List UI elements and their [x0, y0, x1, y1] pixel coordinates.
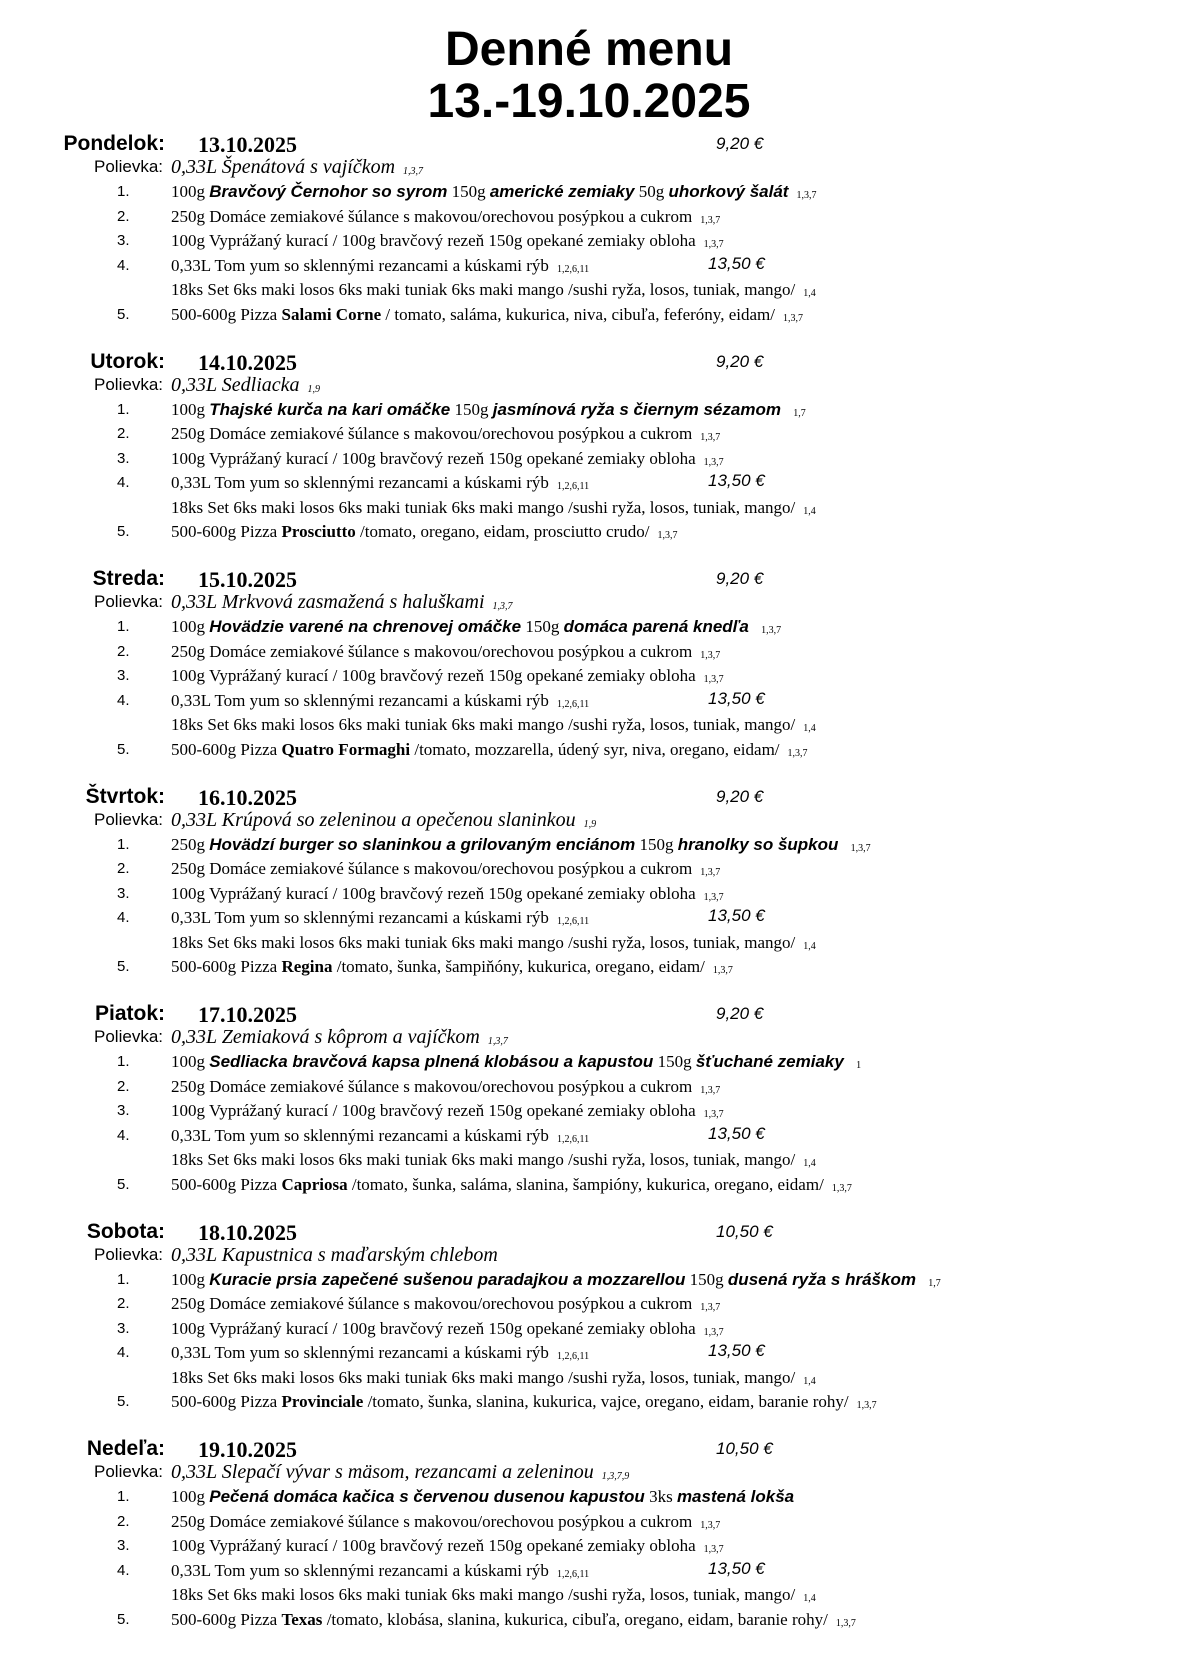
item-number: 4. [117, 1126, 130, 1144]
item-text: 500-600g Pizza Capriosa /tomato, šunka, saláma, slanina, šampióny, kukurica, oregano, eidam/ 1,3,7 [171, 1174, 852, 1194]
allergens: 1,3,7 [761, 625, 782, 636]
item-text: 100g Hovädzie varené na chrenovej omáčke 150g domáca parená knedľa 1,3,7 [171, 617, 782, 636]
allergens: 1,3,7 [831, 1182, 852, 1194]
soup-row [0, 156, 1178, 180]
item-text: 250g Hovädzí burger so slaninkou a grilovaným enciánom 150g hranolky so šupkou 1,3,7 [171, 834, 871, 854]
day-date: 15.10.2025 [198, 567, 297, 592]
item-number: 2. [117, 642, 130, 660]
soup-row [0, 1244, 1178, 1268]
menu-item-main [0, 1050, 1178, 1075]
allergens: 1,3,7 [703, 1326, 724, 1338]
menu-item-4 [0, 471, 1178, 496]
pizza-name: Texas [281, 1609, 323, 1629]
soup-text: 0,33L Sedliacka 1,9 [171, 373, 321, 396]
soup-label: Polievka: [94, 374, 163, 394]
item-number: 1. [117, 835, 130, 853]
item-text: 250g Domáce zemiakové šúlance s makovou/orechovou posýpkou a cukrom 1,3,7 [171, 1511, 721, 1531]
item-price: 13,50 € [708, 471, 765, 490]
menu-item-2 [0, 640, 1178, 665]
day-heading [0, 130, 1178, 156]
item-text: 100g Vyprážaný kurací / 100g bravčový rezeň 150g opekané zemiaky obloha 1,3,7 [171, 1318, 724, 1338]
main-dish: Pečená domáca kačica s červenou dusenou kapustou [209, 1487, 645, 1506]
item-price: 13,50 € [708, 1558, 765, 1578]
item-price: 13,50 € [708, 688, 765, 708]
menu-item-pizza [0, 303, 1178, 328]
item-text: 250g Domáce zemiakové šúlance s makovou/orechovou posýpkou a cukrom 1,3,7 [171, 641, 721, 661]
week-range: 13.-19.10.2025 [427, 75, 751, 128]
menu-item-4-sushi [0, 1148, 1178, 1173]
day-section [0, 348, 1178, 566]
day-date: 18.10.2025 [198, 1219, 297, 1245]
item-text: 18ks Set 6ks maki losos 6ks maki tuniak 6ks maki mango /sushi ryža, losos, tuniak, mango/ 1,4 [171, 715, 816, 734]
allergens: 1,4 [803, 288, 816, 299]
allergens: 1,3,7 [856, 1400, 877, 1411]
item-price: 13,50 € [708, 1123, 765, 1143]
item-number: 1. [117, 183, 130, 200]
menu-price: 10,50 € [716, 1439, 773, 1458]
item-text: 18ks Set 6ks maki losos 6ks maki tuniak 6ks maki mango /sushi ryža, losos, tuniak, mango/ 1,4 [171, 1367, 816, 1387]
menu-item-main [0, 180, 1178, 205]
side-dish: šťuchané zemiaky [695, 1052, 844, 1071]
item-text: 250g Domáce zemiakové šúlance s makovou/orechovou posýpkou a cukrom 1,3,7 [171, 206, 721, 226]
menu-item-pizza [0, 1173, 1178, 1198]
allergens: 1,2,6,11 [556, 916, 590, 927]
item-text: 100g Pečená domáca kačica s červenou dusenou kapustou 3ks mastená lokša [171, 1487, 795, 1506]
item-text: 500-600g Pizza Texas /tomato, klobása, slanina, kukurica, cibuľa, oregano, eidam, baranie rohy/ 1,3,7 [171, 1609, 856, 1629]
side-dish: mastená lokša [676, 1487, 795, 1506]
item-number: 3. [117, 1537, 130, 1554]
day-heading [0, 1000, 1178, 1026]
day-name: Utorok: [90, 349, 165, 373]
soup-label: Polievka: [94, 1244, 163, 1264]
allergens: 1,3,7 [703, 239, 724, 250]
allergens: 1 [856, 1060, 862, 1071]
item-number: 2. [117, 1077, 130, 1095]
day-heading [0, 565, 1178, 591]
item-text: 0,33L Tom yum so sklennými rezancami a kúskami rýb 1,2,6,11 [171, 690, 590, 710]
menu-item-2 [0, 1510, 1178, 1535]
allergens: 1,3,7 [700, 1084, 721, 1096]
pizza-name: Capriosa [281, 1174, 348, 1194]
allergens: 1,2,6,11 [556, 1351, 590, 1362]
menu-item-2 [0, 857, 1178, 882]
soup-text: 0,33L Zemiaková s kôprom a vajíčkom 1,3,7 [171, 1026, 508, 1048]
day-name: Pondelok: [63, 132, 165, 155]
item-text: 0,33L Tom yum so sklennými rezancami a kúskami rýb 1,2,6,11 [171, 1125, 590, 1145]
day-heading [0, 1435, 1178, 1461]
menu-item-4 [0, 1341, 1178, 1366]
item-number: 3. [117, 1319, 130, 1337]
item-text: 250g Domáce zemiakové šúlance s makovou/orechovou posýpkou a cukrom 1,3,7 [171, 1076, 721, 1096]
item-number: 2. [117, 425, 130, 442]
allergens: 1,3,7 [703, 1544, 724, 1555]
item-number: 4. [117, 909, 130, 926]
item-text: 0,33L Tom yum so sklennými rezancami a kúskami rýb 1,2,6,11 [171, 908, 590, 927]
pizza-name: Prosciutto [281, 522, 356, 541]
side-dish: domáca parená knedľa [563, 617, 749, 636]
day-heading [0, 348, 1178, 374]
item-number: 1. [117, 400, 130, 418]
allergens: 1,4 [803, 1375, 816, 1387]
allergens: 1,3,7 [703, 674, 724, 685]
allergens: 1,2,6,11 [556, 1568, 590, 1580]
item-text: 18ks Set 6ks maki losos 6ks maki tuniak 6ks maki mango /sushi ryža, losos, tuniak, mango/ 1,4 [171, 932, 816, 952]
item-text: 100g Vyprážaný kurací / 100g bravčový rezeň 150g opekané zemiaky obloha 1,3,7 [171, 231, 724, 250]
item-text: 100g Thajské kurča na kari omáčke 150g jasmínová ryža s čiernym sézamom 1,7 [171, 399, 806, 419]
item-text: 18ks Set 6ks maki losos 6ks maki tuniak 6ks maki mango /sushi ryža, losos, tuniak, mango/ 1,4 [171, 1150, 816, 1169]
item-text: 0,33L Tom yum so sklennými rezancami a kúskami rýb 1,2,6,11 [171, 1560, 590, 1580]
item-price: 13,50 € [708, 1341, 765, 1360]
menu-header [0, 0, 1178, 128]
allergens: 1,3,7 [700, 214, 721, 226]
menu-item-4-sushi [0, 931, 1178, 956]
day-section [0, 1000, 1178, 1218]
menu-item-3 [0, 1099, 1178, 1124]
allergens: 1,2,6,11 [556, 1133, 590, 1145]
menu-item-main [0, 615, 1178, 640]
item-number: 5. [117, 523, 130, 540]
day-name: Nedeľa: [86, 1437, 165, 1460]
item-number: 4. [117, 474, 130, 491]
menu-item-4-sushi [0, 1366, 1178, 1391]
menu-item-3 [0, 229, 1178, 254]
allergens: 1,4 [803, 1593, 816, 1604]
item-text: 500-600g Pizza Salami Corne / tomato, saláma, kukurica, niva, cibuľa, feferóny, eidam/ 1,3,7 [171, 304, 803, 324]
menu-price: 9,20 € [716, 569, 764, 588]
soup-text: 0,33L Špenátová s vajíčkom 1,3,7 [171, 156, 424, 178]
day-date: 19.10.2025 [198, 1437, 297, 1462]
allergens: 1,4 [803, 723, 816, 734]
allergens: 1,3,7 [700, 1519, 721, 1531]
item-text: 250g Domáce zemiakové šúlance s makovou/orechovou posýpkou a cukrom 1,3,7 [171, 1294, 721, 1313]
item-text: 500-600g Pizza Regina /tomato, šunka, šampiňóny, kukurica, oregano, eidam/ 1,3,7 [171, 957, 733, 976]
item-text: 100g Bravčový Černohor so syrom 150g americké zemiaky 50g uhorkový šalát 1,3,7 [171, 182, 817, 201]
menu-item-3 [0, 664, 1178, 689]
menu-item-4-sushi [0, 496, 1178, 521]
allergens: 1,7 [928, 1277, 941, 1289]
item-text: 100g Vyprážaný kurací / 100g bravčový rezeň 150g opekané zemiaky obloha 1,3,7 [171, 448, 724, 468]
allergens: 1,3,7 [703, 456, 724, 468]
allergens: 1,3,7 [850, 842, 871, 854]
allergens: 1,2,6,11 [556, 698, 590, 710]
menu-item-4 [0, 689, 1178, 714]
item-number: 4. [117, 1344, 130, 1361]
main-dish: Hovädzie varené na chrenovej omáčke [209, 617, 522, 636]
main-dish: Sedliacka bravčová kapsa plnená klobásou a kapustou [209, 1052, 654, 1071]
menu-item-2 [0, 422, 1178, 447]
item-number: 2. [117, 1295, 130, 1312]
day-name: Sobota: [86, 1219, 165, 1243]
menu-item-4 [0, 254, 1178, 279]
item-number: 5. [117, 1393, 130, 1410]
day-section [0, 783, 1178, 1001]
item-text: 100g Vyprážaný kurací / 100g bravčový rezeň 150g opekané zemiaky obloha 1,3,7 [171, 1536, 724, 1555]
item-text: 18ks Set 6ks maki losos 6ks maki tuniak 6ks maki mango /sushi ryža, losos, tuniak, mango/ 1,4 [171, 497, 816, 517]
soup-text: 0,33L Mrkvová zasmažená s haluškami 1,3,7 [171, 591, 513, 613]
menu-item-2 [0, 205, 1178, 230]
allergens: 1,2,6,11 [556, 263, 590, 275]
side-dish: hranolky so šupkou [677, 834, 839, 854]
item-text: 250g Domáce zemiakové šúlance s makovou/orechovou posýpkou a cukrom 1,3,7 [171, 424, 721, 443]
item-number: 5. [117, 305, 130, 323]
soup-row [0, 809, 1178, 833]
main-dish: Kuracie prsia zapečené sušenou paradajkou a mozzarellou [209, 1269, 686, 1289]
allergens: 1,3,7 [657, 530, 678, 541]
day-date: 16.10.2025 [198, 784, 297, 810]
allergens: 1,3,7 [487, 1036, 508, 1047]
item-price: 13,50 € [708, 906, 765, 925]
side-dish: dusená ryža s hráškom [727, 1269, 916, 1289]
item-number: 3. [117, 667, 130, 684]
item-number: 4. [117, 1561, 130, 1579]
soup-row [0, 374, 1178, 398]
allergens: 1,3,7 [712, 965, 733, 976]
day-heading [0, 1218, 1178, 1244]
menu-price: 9,20 € [716, 786, 764, 806]
allergens: 1,7 [793, 407, 806, 419]
item-number: 1. [117, 1270, 130, 1288]
menu-item-pizza [0, 1390, 1178, 1415]
day-name: Štvrtok: [85, 784, 165, 808]
menu-item-main [0, 398, 1178, 423]
menu-item-main [0, 1268, 1178, 1293]
soup-label: Polievka: [94, 157, 163, 176]
menu-price: 9,20 € [716, 351, 764, 371]
allergens: 1,3,7 [700, 1302, 721, 1313]
item-text: 18ks Set 6ks maki losos 6ks maki tuniak 6ks maki mango /sushi ryža, losos, tuniak, mango/ 1,4 [171, 280, 816, 299]
item-price: 13,50 € [708, 253, 765, 273]
item-text: 100g Vyprážaný kurací / 100g bravčový rezeň 150g opekané zemiaky obloha 1,3,7 [171, 883, 724, 903]
item-number: 1. [117, 618, 130, 635]
allergens: 1,3,7 [835, 1617, 856, 1629]
pizza-name: Regina [281, 957, 333, 976]
item-number: 5. [117, 1610, 130, 1628]
soup-text: 0,33L Kapustnica s maďarským chlebom [171, 1243, 498, 1266]
day-name: Streda: [92, 567, 165, 590]
allergens: 1,9 [307, 383, 321, 395]
menu-item-4 [0, 1124, 1178, 1149]
day-section [0, 1218, 1178, 1436]
soup-row [0, 1026, 1178, 1050]
day-date: 13.10.2025 [198, 132, 297, 157]
side-dish: jasmínová ryža s čiernym sézamom [492, 399, 781, 419]
item-text: 100g Vyprážaný kurací / 100g bravčový rezeň 150g opekané zemiaky obloha 1,3,7 [171, 666, 724, 685]
allergens: 1,3,7 [403, 166, 424, 177]
item-text: 500-600g Pizza Quatro Formaghi /tomato, mozzarella, údený syr, niva, oregano, eidam/ 1,3,7 [171, 739, 808, 759]
item-number: 5. [117, 958, 130, 975]
day-name: Piatok: [94, 1002, 165, 1025]
main-dish: Bravčový Černohor so syrom [209, 182, 448, 201]
allergens: 1,3,7 [700, 649, 721, 661]
allergens: 1,3,7 [700, 867, 721, 878]
soup-label: Polievka: [94, 809, 163, 829]
menu-item-2 [0, 1075, 1178, 1100]
menu-item-3 [0, 882, 1178, 907]
menu-item-3 [0, 1317, 1178, 1342]
allergens: 1,3,7 [796, 190, 817, 201]
page-title: Denné menu [444, 23, 734, 76]
menu-item-3 [0, 1534, 1178, 1559]
menu-price: 9,20 € [716, 1004, 764, 1023]
allergens: 1,4 [803, 505, 816, 517]
item-text: 250g Domáce zemiakové šúlance s makovou/orechovou posýpkou a cukrom 1,3,7 [171, 859, 721, 878]
menu-item-3 [0, 447, 1178, 472]
item-number: 3. [117, 232, 130, 249]
soup-text: 0,33L Krúpová so zeleninou a opečenou slaninkou 1,9 [171, 808, 597, 831]
item-number: 2. [117, 1512, 130, 1530]
allergens: 1,3,7 [492, 601, 513, 612]
allergens: 1,2,6,11 [556, 481, 590, 492]
allergens: 1,3,7 [703, 1109, 724, 1120]
allergens: 1,4 [803, 1158, 816, 1169]
menu-price: 9,20 € [716, 134, 764, 153]
item-text: 0,33L Tom yum so sklennými rezancami a kúskami rýb 1,2,6,11 [171, 255, 590, 275]
side-dish: americké zemiaky [489, 182, 635, 201]
menu-item-main [0, 1485, 1178, 1510]
menu-item-pizza [0, 738, 1178, 763]
item-text: 100g Vyprážaný kurací / 100g bravčový rezeň 150g opekané zemiaky obloha 1,3,7 [171, 1101, 724, 1120]
item-number: 2. [117, 207, 130, 225]
item-number: 3. [117, 884, 130, 902]
main-dish: Thajské kurča na kari omáčke [209, 399, 451, 419]
item-text: 500-600g Pizza Prosciutto /tomato, oregano, eidam, prosciutto crudo/ 1,3,7 [171, 522, 678, 541]
day-date: 17.10.2025 [198, 1002, 297, 1027]
allergens: 1,3,7 [703, 891, 724, 903]
menu-item-4 [0, 1559, 1178, 1584]
main-dish: Hovädzí burger so slaninkou a grilovaným enciánom [209, 834, 636, 854]
item-text: 500-600g Pizza Provinciale /tomato, šunka, slanina, kukurica, vajce, oregano, eidam, baranie rohy/ 1,3,7 [171, 1392, 877, 1411]
menu-item-2 [0, 1292, 1178, 1317]
menu-item-4-sushi [0, 713, 1178, 738]
allergens: 1,3,7 [787, 747, 808, 759]
extra-side: uhorkový šalát [668, 182, 789, 201]
item-number: 5. [117, 1175, 130, 1193]
menu-item-main [0, 833, 1178, 858]
item-text: 18ks Set 6ks maki losos 6ks maki tuniak 6ks maki mango /sushi ryža, losos, tuniak, mango/ 1,4 [171, 1585, 816, 1604]
pizza-name: Salami Corne [281, 304, 382, 324]
menu-item-4 [0, 906, 1178, 931]
days-list [0, 130, 1178, 1653]
allergens: 1,3,7 [700, 432, 721, 443]
item-text: 0,33L Tom yum so sklennými rezancami a kúskami rýb 1,2,6,11 [171, 1343, 590, 1362]
item-text: 100g Kuracie prsia zapečené sušenou paradajkou a mozzarellou 150g dusená ryža s hráškom 1,7 [171, 1269, 941, 1289]
day-section [0, 565, 1178, 783]
item-number: 1. [117, 1053, 130, 1070]
soup-label: Polievka: [94, 592, 163, 611]
pizza-name: Quatro Formaghi [281, 739, 411, 759]
item-number: 4. [117, 691, 130, 709]
item-number: 3. [117, 449, 130, 467]
allergens: 1,9 [583, 818, 597, 830]
item-number: 3. [117, 1102, 130, 1119]
soup-label: Polievka: [94, 1027, 163, 1046]
day-heading [0, 783, 1178, 809]
item-number: 2. [117, 860, 130, 877]
pizza-name: Provinciale [281, 1392, 364, 1411]
day-section [0, 1435, 1178, 1653]
day-section [0, 130, 1178, 348]
allergens: 1,3,7 [782, 312, 803, 324]
menu-item-pizza [0, 955, 1178, 980]
allergens: 1,4 [803, 940, 816, 952]
menu-item-4-sushi [0, 1583, 1178, 1608]
menu-item-4-sushi [0, 278, 1178, 303]
soup-row [0, 1461, 1178, 1485]
item-number: 4. [117, 256, 130, 274]
menu-price: 10,50 € [716, 1221, 773, 1241]
item-text: 100g Sedliacka bravčová kapsa plnená klobásou a kapustou 150g šťuchané zemiaky 1 [171, 1052, 862, 1071]
item-number: 1. [117, 1488, 130, 1505]
soup-row [0, 591, 1178, 615]
item-text: 0,33L Tom yum so sklennými rezancami a kúskami rýb 1,2,6,11 [171, 473, 590, 492]
item-number: 5. [117, 740, 130, 758]
soup-text: 0,33L Slepačí vývar s mäsom, rezancami a zeleninou 1,3,7,9 [171, 1461, 630, 1483]
day-date: 14.10.2025 [198, 349, 297, 375]
menu-item-pizza [0, 520, 1178, 545]
soup-label: Polievka: [94, 1462, 163, 1481]
menu-item-pizza [0, 1608, 1178, 1633]
allergens: 1,3,7,9 [601, 1471, 630, 1482]
